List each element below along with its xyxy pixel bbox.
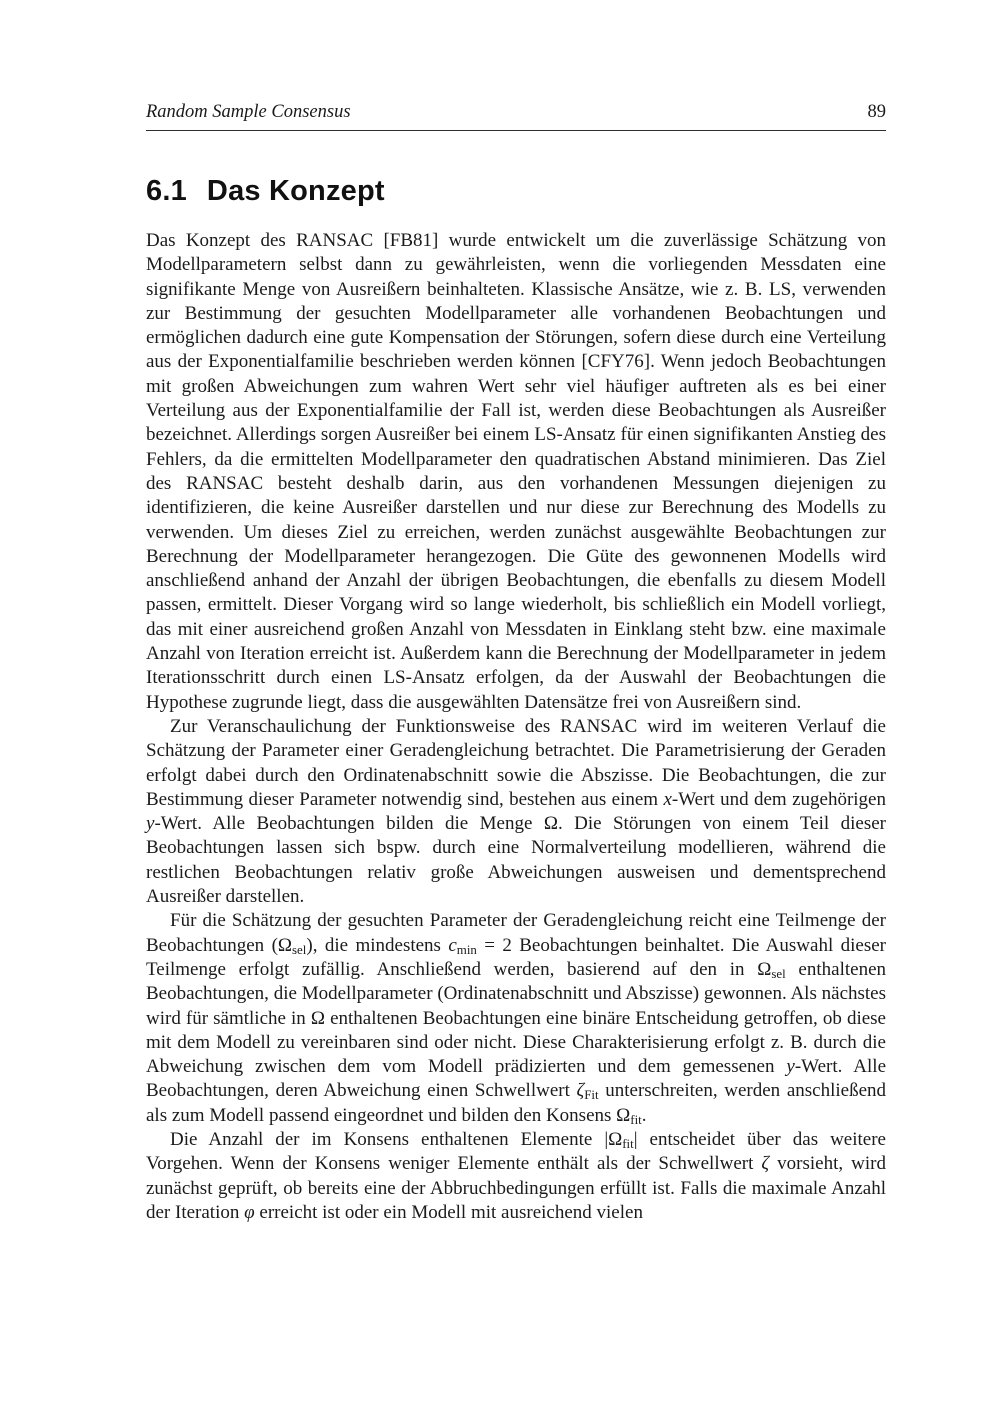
text-run: c xyxy=(448,934,457,956)
text-run: sel xyxy=(292,941,307,957)
text-run: ), die mindestens xyxy=(306,934,449,956)
running-head xyxy=(146,102,886,131)
text-run: -Wert und dem zugehörigen xyxy=(671,788,886,810)
text-run: enthaltenen Beobachtungen, die Modellparameter (Ordinatenabschnitt und Abszisse) gewonnen. Als nächstes wird für sämtliche in Ω enthaltenen Beobachtungen eine binäre Entscheidung getroffen, ob diese mit dem Modell zu vereinbaren sind oder nicht. Diese Charakterisierung erfolgt z. B. durch die Abweichung zwischen dem vom Modell prädizierten und dem gemessenen xyxy=(146,958,886,1078)
text-run: min xyxy=(456,941,477,957)
paragraph xyxy=(146,909,886,1128)
text-run: fit xyxy=(630,1111,642,1127)
paragraph xyxy=(146,715,886,909)
page-body xyxy=(146,229,886,1225)
section-heading xyxy=(146,175,886,208)
page-number: 89 xyxy=(867,102,886,122)
paragraph xyxy=(146,1128,886,1225)
text-run: unterschreiten, werden anschließend als zum Modell passend eingeordnet und bilden den Konsens Ω xyxy=(146,1080,886,1126)
text-run: x xyxy=(663,788,672,810)
text-run: sel xyxy=(771,966,786,982)
text-run: . xyxy=(641,1104,647,1126)
text-run: fit xyxy=(622,1136,634,1152)
text-run: Für die Schätzung der gesuchten Parameter der Geradengleichung reicht eine Teilmenge der Beobachtungen (Ω xyxy=(146,910,886,956)
text-run: = 2 Beobachtungen beinhaltet. Die Auswahl dieser Teilmenge erfolgt zufällig. Anschließend werden, basierend auf den in Ω xyxy=(146,934,886,980)
section-number: 6.1 xyxy=(146,175,187,207)
text-run: erreicht ist oder ein Modell mit ausreichend vielen xyxy=(254,1201,643,1223)
running-head-title: Random Sample Consensus xyxy=(146,102,351,122)
text-run: ζ xyxy=(576,1080,585,1102)
text-run: ζ xyxy=(761,1153,770,1175)
text-run: -Wert. Alle Beobachtungen, deren Abweichung einen Schwellwert xyxy=(146,1056,886,1102)
text-run: vorsieht, wird zunächst geprüft, ob bereits eine der Abbruchbedingungen erfüllt ist. Falls die maximale Anzahl der Iteration xyxy=(146,1153,886,1223)
text-run: y xyxy=(146,813,155,835)
text-run: Zur Veranschaulichung der Funktionsweise des RANSAC wird im weiteren Verlauf die Schätzung der Parameter einer Geradengleichung betrachtet. Die Parametrisierung der Geraden erfolgt dabei durch den Ordinatenabschnitt sowie die Abszisse. Die Beobachtungen, die zur Bestimmung dieser Parameter notwendig sind, bestehen aus einem xyxy=(146,715,886,810)
text-run: Die Anzahl der im Konsens enthaltenen Elemente |Ω xyxy=(170,1128,623,1150)
paragraph xyxy=(146,229,886,715)
page-content xyxy=(146,102,886,1225)
text-run: -Wert. Alle Beobachtungen bilden die Menge Ω. Die Störungen von einem Teil dieser Beobachtungen lassen sich bspw. durch eine Normalverteilung modellieren, während die restlichen Beobachtungen relativ große Abweichungen ausweisen und dementsprechend Ausreißer darstellen. xyxy=(146,813,886,908)
text-run: Fit xyxy=(584,1087,599,1103)
text-run: y xyxy=(786,1056,795,1078)
text-run: | entscheidet über das weitere Vorgehen. Wenn der Konsens weniger Elemente enthält als der Schwellwert xyxy=(146,1128,886,1175)
section-title: Das Konzept xyxy=(206,175,385,207)
text-run: φ xyxy=(244,1201,255,1223)
text-run: Das Konzept des RANSAC [FB81] wurde entwickelt um die zuverlässige Schätzung von Modellparametern selbst dann zu gewährleisten, wenn die vorliegenden Messdaten eine signifikante Menge von Ausreißern beinhalteten. Klassische Ansätze, wie z. B. LS, verwenden zur Bestimmung der gesuchten Modellparameter alle vorhandenen Beobachtungen und ermöglichen dadurch eine gute Kompensation der Störungen, sofern diese durch eine Verteilung aus der Exponentialfamilie beschrieben werden können [CFY76]. Wenn jedoch Beobachtungen mit großen Abweichungen zum wahren Wert sehr viel häufiger auftreten als es bei einer Verteilung aus der Exponentialfamilie der Fall ist, werden diese Beobachtungen als Ausreißer bezeichnet. Allerdings sorgen Ausreißer bei einem LS-Ansatz für einen signifikanten Anstieg des Fehlers, da die ermittelten Modellparameter den quadratischen Abstand minimieren. Das Ziel des RANSAC besteht deshalb darin, aus den vorhandenen Messungen diejenigen zu identifizieren, die keine Ausreißer darstellen und nur diese zur Berechnung des Modells zu verwenden. Um dieses Ziel zu erreichen, werden zunächst ausgewählte Beobachtungen zur Berechnung der Modellparameter herangezogen. Die Güte des gewonnenen Modells wird anschließend anhand der Anzahl der übrigen Beobachtungen, die ebenfalls zu diesem Modell passen, ermittelt. Dieser Vorgang wird so lange wiederholt, bis schließlich ein Modell vorliegt, das mit einer ausreichend großen Anzahl von Messdaten in Einklang steht bzw. eine maximale Anzahl von Iteration erreicht ist. Außerdem kann die Berechnung der Modellparameter in jedem Iterationsschritt durch einen LS-Ansatz erfolgen, da der Auswahl der Beobachtungen die Hypothese zugrunde liegt, dass die ausgewählten Datensätze frei von Ausreißern sind. xyxy=(146,230,886,713)
